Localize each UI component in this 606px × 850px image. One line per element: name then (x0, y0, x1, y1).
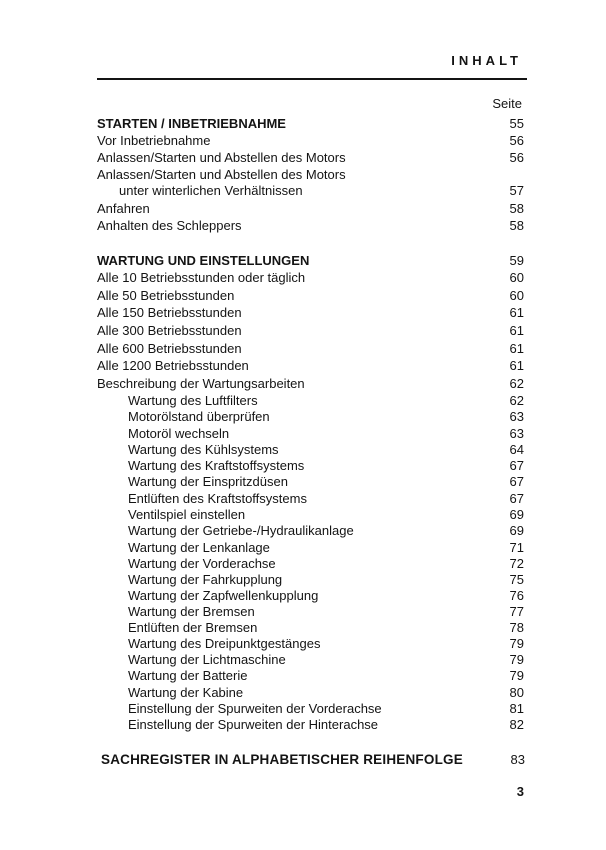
toc-entry-page: 61 (509, 341, 524, 356)
toc-subentry[interactable] (97, 523, 524, 539)
page-column-label: Seite (492, 96, 522, 111)
toc-entry-title: Wartung der Lichtmaschine (128, 652, 286, 667)
toc-entry-page: 61 (509, 323, 524, 338)
toc-entry-title: Wartung der Batterie (128, 668, 248, 683)
toc-entry-title: Wartung des Luftfilters (128, 393, 258, 408)
toc-entry-title: Wartung des Dreipunktgestänges (128, 636, 321, 651)
toc-entry-title: Alle 50 Betriebsstunden (97, 288, 235, 303)
toc-entry[interactable] (97, 133, 524, 149)
toc-subentry[interactable] (97, 409, 524, 425)
toc-subentry[interactable] (97, 701, 524, 717)
toc-entry[interactable] (97, 288, 524, 304)
toc-entry-page: 60 (509, 288, 524, 303)
toc-subentry[interactable] (97, 540, 524, 556)
toc-entry-title: Einstellung der Spurweiten der Vorderachse (128, 701, 382, 716)
toc-entry-title: Ventilspiel einstellen (128, 507, 246, 522)
toc-entry-page: 64 (509, 442, 524, 457)
toc-entry-title: Anhalten des Schleppers (97, 218, 242, 233)
toc-entry-page: 83 (510, 752, 525, 767)
toc-entry-title: Anlassen/Starten und Abstellen des Motors (97, 150, 346, 165)
toc-subentry[interactable] (97, 685, 524, 701)
header-rule (97, 78, 527, 80)
toc-section-sachregister[interactable] (97, 752, 524, 768)
toc-entry-title: SACHREGISTER IN ALPHABETISCHER REIHENFOLGE (101, 752, 463, 767)
toc-entry-page: 71 (509, 540, 524, 555)
toc-subentry[interactable] (97, 393, 524, 409)
toc-entry-title: Entlüften der Bremsen (128, 620, 258, 635)
toc-subentry[interactable] (97, 491, 524, 507)
toc-entry[interactable] (97, 341, 524, 357)
toc-entry-page: 82 (509, 717, 524, 732)
toc-entry-page: 57 (509, 183, 524, 198)
toc-entry-page: 79 (509, 652, 524, 667)
toc-entry-page: 63 (509, 426, 524, 441)
toc-entry[interactable] (97, 167, 524, 183)
toc-entry-title: STARTEN / INBETRIEBNAHME (97, 116, 286, 131)
toc-entry-page: 67 (509, 474, 524, 489)
toc-entry-page: 62 (509, 393, 524, 408)
toc-entry-title: Wartung der Zapfwellenkupplung (128, 588, 319, 603)
toc-entry-title: Motoröl wechseln (128, 426, 230, 441)
toc-header-title: INHALT (451, 53, 522, 68)
toc-entry-page: 77 (509, 604, 524, 619)
toc-entry-page: 59 (509, 253, 524, 268)
toc-entry-title: Wartung der Vorderachse (128, 556, 276, 571)
toc-section-starten[interactable] (97, 116, 524, 132)
toc-subentry[interactable] (97, 652, 524, 668)
toc-entry-title: Einstellung der Spurweiten der Hinterachse (128, 717, 379, 732)
toc-entry-title: Vor Inbetriebnahme (97, 133, 211, 148)
toc-entry-page: 56 (509, 133, 524, 148)
toc-entry-title: Wartung der Lenkanlage (128, 540, 270, 555)
toc-entry-title: Wartung der Getriebe-/Hydraulikanlage (128, 523, 354, 538)
toc-entry-title: Alle 150 Betriebsstunden (97, 305, 242, 320)
toc-entry-page: 72 (509, 556, 524, 571)
toc-entry-page: 61 (509, 305, 524, 320)
toc-entry[interactable] (97, 305, 524, 321)
toc-entry-title: WARTUNG UND EINSTELLUNGEN (97, 253, 310, 268)
toc-entry-page: 69 (509, 523, 524, 538)
toc-entry-page: 79 (509, 668, 524, 683)
toc-subentry[interactable] (97, 572, 524, 588)
toc-entry[interactable] (97, 201, 524, 217)
toc-subentry[interactable] (97, 717, 524, 733)
toc-subentry[interactable] (97, 556, 524, 572)
toc-entry-page: 63 (509, 409, 524, 424)
toc-entry-page: 61 (509, 358, 524, 373)
toc-subentry[interactable] (97, 636, 524, 652)
toc-subentry[interactable] (97, 507, 524, 523)
toc-entry[interactable] (97, 376, 524, 392)
toc-subentry[interactable] (97, 458, 524, 474)
toc-entry-page: 78 (509, 620, 524, 635)
toc-entry-page: 67 (509, 491, 524, 506)
toc-entry-title: Wartung der Einspritzdüsen (128, 474, 288, 489)
toc-entry-title: Alle 1200 Betriebsstunden (97, 358, 249, 373)
toc-entry[interactable] (97, 323, 524, 339)
toc-section-wartung[interactable] (97, 253, 524, 269)
toc-entry-title: Entlüften des Kraftstoffsystems (128, 491, 307, 506)
toc-entry-title: Motorölstand überprüfen (128, 409, 270, 424)
toc-entry[interactable] (97, 270, 524, 286)
toc-entry-page: 56 (509, 150, 524, 165)
toc-subentry[interactable] (97, 588, 524, 604)
toc-subentry[interactable] (97, 604, 524, 620)
toc-entry-page: 67 (509, 458, 524, 473)
toc-entry[interactable] (97, 218, 524, 234)
toc-entry-title: Anlassen/Starten und Abstellen des Motors (97, 167, 346, 182)
page-number: 3 (516, 784, 524, 799)
toc-entry-page: 69 (509, 507, 524, 522)
toc-subentry[interactable] (97, 426, 524, 442)
toc-entry-title: Wartung des Kühlsystems (128, 442, 279, 457)
toc-subentry[interactable] (97, 620, 524, 636)
toc-entry-title: Beschreibung der Wartungsarbeiten (97, 376, 305, 391)
toc-subentry[interactable] (97, 668, 524, 684)
toc-entry-title: Wartung der Bremsen (128, 604, 255, 619)
toc-subentry[interactable] (97, 474, 524, 490)
toc-entry-page: 60 (509, 270, 524, 285)
toc-entry-title: Alle 10 Betriebsstunden oder täglich (97, 270, 306, 285)
toc-entry-page: 76 (509, 588, 524, 603)
toc-entry-title: Anfahren (97, 201, 150, 216)
toc-entry-page: 58 (509, 218, 524, 233)
toc-entry-title: Alle 300 Betriebsstunden (97, 323, 242, 338)
toc-entry[interactable] (97, 358, 524, 374)
toc-entry-page: 81 (509, 701, 524, 716)
toc-entry-page: 79 (509, 636, 524, 651)
toc-entry-title: Wartung der Fahrkupplung (128, 572, 283, 587)
toc-entry-page: 55 (509, 116, 524, 131)
toc-entry-title: Wartung der Kabine (128, 685, 244, 700)
toc-entry-page: 75 (509, 572, 524, 587)
toc-entry-title: Alle 600 Betriebsstunden (97, 341, 242, 356)
toc-entry-page: 58 (509, 201, 524, 216)
toc-entry-title: Wartung des Kraftstoffsystems (128, 458, 305, 473)
toc-entry-continuation[interactable] (97, 183, 524, 199)
toc-entry-page: 80 (509, 685, 524, 700)
toc-entry-page: 62 (509, 376, 524, 391)
toc-entry[interactable] (97, 150, 524, 166)
toc-subentry[interactable] (97, 442, 524, 458)
toc-entry-title: unter winterlichen Verhältnissen (119, 183, 303, 198)
